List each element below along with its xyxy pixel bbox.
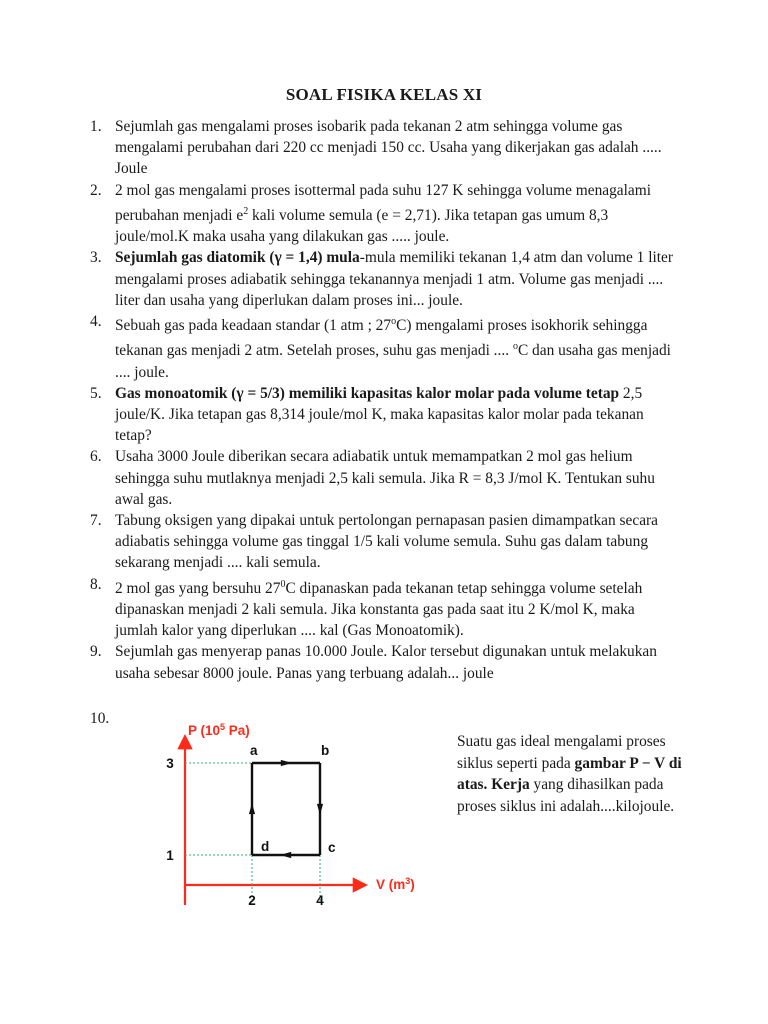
text-run: -mula memiliki tekanan 1,4 atm dan volume 1 liter mengalami proses adiabatik sehingga tekanannya menjadi 1 atm. Volume gas menjadi .... liter dan usaha yang diperlukan dalam proses ini... joule. — [115, 249, 674, 309]
text-run: Usaha 3000 Joule diberikan secara adiabatik untuk memampatkan 2 mol gas helium sehingga suhu mutlaknya menjadi 2,5 kali semula. Jika R = 8,3 J/mol K. Tentukan suhu awal gas. — [115, 448, 655, 508]
point-b-label: b — [321, 743, 330, 758]
question-number: 6. — [90, 448, 102, 466]
question-number: 1. — [90, 118, 102, 135]
p-tick-1: 1 — [166, 848, 174, 863]
text-run: C) mengalami proses isokhorik sehingga tekanan gas menjadi 2 atm. Setelah proses, suhu gas menjadi .... — [115, 317, 648, 360]
pv-diagram — [150, 715, 440, 920]
arrow-a-b-icon — [281, 760, 292, 766]
question-2 — [90, 180, 680, 248]
bold-text: Sejumlah gas diatomik (γ = 1,4) mula — [115, 249, 360, 267]
question-number: 3. — [90, 249, 102, 267]
arrow-b-c-icon — [317, 804, 323, 815]
text-run: Tabung oksigen yang dipakai untuk pertolongan pernapasan pasien dimampatkan secara adiabatis sehingga volume gas tinggal 1/5 kali volume semula. Suhu gas dalam tabung sekarang menjadi .... kali semula. — [115, 512, 658, 572]
superscript: o — [512, 341, 518, 353]
question-9 — [90, 641, 680, 683]
question-number: 2. — [90, 181, 102, 199]
question-1 — [90, 116, 680, 180]
text-run: Suatu gas ideal mengalami proses siklus seperti pada — [457, 733, 666, 772]
question-5 — [90, 383, 680, 447]
p-axis-label: P ($10^5$ Pa) — [188, 722, 250, 738]
arrow-d-a-icon — [249, 803, 255, 814]
bold-text: gambar P − V di atas. Kerja — [457, 754, 682, 793]
question-3 — [90, 247, 680, 311]
text-run: kali volume semula (e = 2,71). Jika tetapan gas umum 8,3 joule/mol.K maka usaha yang dilakukan gas ..... joule. — [115, 206, 609, 246]
bold-text: Gas monoatomik (γ = 5/3) memiliki kapasitas kalor molar pada volume tetap — [115, 384, 620, 402]
point-a-label: a — [250, 743, 258, 758]
question-number: 9. — [90, 643, 102, 661]
point-d-label: d — [261, 839, 270, 854]
arrow-c-d-icon — [280, 852, 291, 858]
question-10-text — [457, 731, 697, 817]
text-run: 2 mol gas yang bersuhu 27 — [115, 579, 281, 597]
v-axis-label: V $(m^3)$ — [376, 876, 415, 892]
text-run: C dipanaskan pada tekanan tetap sehingga volume setelah dipanaskan menjadi 2 kali semula. Jika konstanta gas pada saat itu 2 K/mol K, maka jumlah kalor yang diperlukan .... kal (Gas Monoatomik). — [115, 579, 643, 640]
question-number: 4. — [90, 312, 102, 330]
v-tick-2: 2 — [248, 893, 256, 908]
question-8 — [90, 574, 680, 642]
question-list — [90, 116, 680, 684]
question-number: 5. — [90, 384, 102, 402]
superscript: 0 — [280, 578, 286, 590]
text-run: C dan usaha gas menjadi .... joule. — [115, 342, 671, 381]
p-tick-3: 3 — [166, 756, 174, 771]
question-number: 8. — [90, 575, 102, 593]
superscript: 2 — [243, 205, 249, 217]
point-c-label: c — [328, 840, 336, 855]
v-tick-4: 4 — [316, 893, 324, 908]
question-6 — [90, 446, 680, 510]
text-run: 2 mol gas mengalami proses isottermal pada suhu 127 K sehingga volume menagalami perubahan menjadi e — [115, 181, 651, 224]
text-run: yang dihasilkan pada proses siklus ini adalah....kilojoule. — [457, 776, 675, 815]
superscript: o — [391, 315, 397, 327]
question-4 — [90, 311, 680, 383]
question-10-number: 10. — [90, 710, 110, 727]
text-run: Sejumlah gas menyerap panas 10.000 Joule. Kalor tersebut digunakan untuk melakukan usaha sebesar 8000 joule. Panas yang terbuang adalah... joule — [115, 643, 657, 682]
question-number: 7. — [90, 512, 102, 530]
question-7 — [90, 510, 680, 574]
text-run: Sebuah gas pada keadaan standar (1 atm ; 27 — [115, 317, 392, 335]
text-run: Sejumlah gas mengalami proses isobarik pada tekanan 2 atm sehingga volume gas mengalami perubahan dari 220 cc menjadi 150 cc. Usaha yang dikerjakan gas adalah ..... Joule — [115, 118, 662, 178]
document-title: SOAL FISIKA KELAS XI — [285, 85, 483, 104]
text-run: 2,5 joule/K. Jika tetapan gas 8,314 joule/mol K, maka kapasitas kalor molar pada tekanan tetap? — [115, 384, 644, 445]
